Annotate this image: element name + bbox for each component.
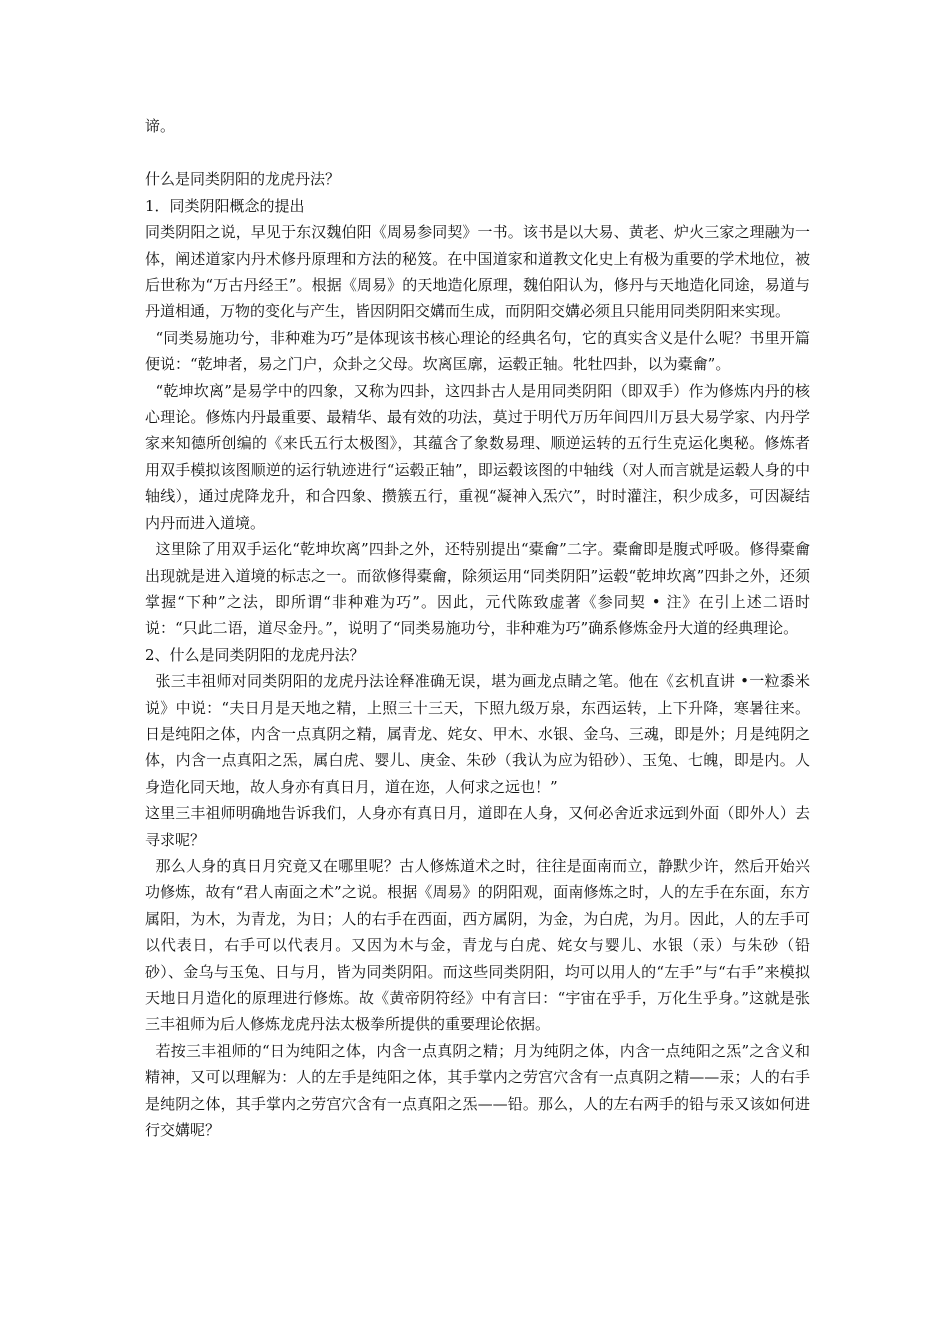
paragraph: 张三丰祖师对同类阴阳的龙虎丹法诠释准确无误，堪为画龙点睛之笔。他在《玄机直讲 •一粒黍米说》中说：“夫日月是天地之精，上照三十三天，下照九级万泉，东西运转，上下升降，寒暑往来。日是纯阳之体，内含一点真阴之精，属青龙、姹女、甲木、水银、金乌、三魂，即是外；月是纯阴之体，内含一点真阳之炁，属白虎、婴儿、庚金、朱砂（我认为应为铅砂）、玉兔、七魄，即是内。人身造化同天地，故人身亦有真日月，道在迩，人何求之远也！” bbox=[145, 672, 810, 796]
paragraph: “乾坤坎离”是易学中的四象，又称为四卦，这四卦古人是用同类阴阳（即双手）作为修炼内丹的核心理论。修炼内丹最重要、最精华、最有效的功法，莫过于明代万历年间四川万县大易学家、内丹学家来知德所创编的《来氏五行太极图》，其蕴含了象数易理、顺逆运转的五行生克运化奥秘。修炼者用双手模拟该图顺逆的运行轨迹进行“运毂正轴”，即运毂该图的中轴线（对人而言就是运毂人身的中轴线），通过虎降龙升，和合四象、攒簇五行，重视“凝神入炁穴”，时时灌注，积少成多，可因凝结内丹而进入道境。 bbox=[145, 381, 810, 532]
document-page bbox=[145, 113, 810, 1143]
paragraph: 那么人身的真日月究竟又在哪里呢？古人修炼道术之时，往往是面南而立，静默少许，然后开始兴功修炼，故有“君人南面之术”之说。根据《周易》的阴阳观，面南修炼之时，人的左手在东面，东方属阳，为木，为青龙，为日；人的右手在西面，西方属阴，为金，为白虎，为月。因此，人的左手可以代表日，右手可以代表月。又因为木与金，青龙与白虎、姹女与婴儿、水银（汞）与朱砂（铅砂）、金乌与玉兔、日与月，皆为同类阴阳。而这些同类阴阳，均可以用人的“左手”与“右手”来模拟天地日月造化的原理进行修炼。故《黄帝阴符经》中有言曰：“宇宙在乎手，万化生乎身。”这就是张三丰祖师为后人修炼龙虎丹法太极拳所提供的重要理论依据。 bbox=[145, 856, 810, 1034]
subsection-heading-2: 2、什么是同类阴阳的龙虎丹法？ bbox=[145, 645, 365, 664]
paragraph: 同类阴阳之说，早见于东汉魏伯阳《周易参同契》一书。该书是以大易、黄老、炉火三家之理融为一体，阐述道家内丹术修丹原理和方法的秘笈。在中国道家和道教文化史上有极为重要的学术地位，被后世称为“万古丹经王”。根据《周易》的天地造化原理，魏伯阳认为，修丹与天地造化同途，易道与丹道相通，万物的变化与产生，皆因阴阳交媾而生成，而阴阳交媾必须且只能用同类阴阳来实现。 bbox=[145, 223, 810, 321]
paragraph: 这里三丰祖师明确地告诉我们，人身亦有真日月，道即在人身，又何必舍近求远到外面（即外人）去寻求呢？ bbox=[145, 804, 810, 849]
subsection-heading-1: 1．同类阴阳概念的提出 bbox=[145, 196, 305, 215]
paragraph: 若按三丰祖师的“日为纯阳之体，内含一点真阴之精；月为纯阴之体，内含一点纯阳之炁”之含义和精神，又可以理解为：人的左手是纯阳之体，其手掌内之劳宫穴含有一点真阴之精——汞；人的右手是纯阴之体，其手掌内之劳宫穴含有一点真阳之炁——铅。那么，人的左右两手的铅与汞又该如何进行交媾呢？ bbox=[145, 1041, 810, 1140]
section-heading: 什么是同类阴阳的龙虎丹法？ bbox=[145, 170, 341, 189]
paragraph: “同类易施功兮，非种难为巧”是体现该书核心理论的经典名句，它的真实含义是什么呢？书里开篇便说：“乾坤者，易之门户，众卦之父母。坎离匡廓，运毂正轴。牝牡四卦，以为橐龠”。 bbox=[145, 328, 810, 374]
text-fragment: 谛。 bbox=[145, 117, 176, 135]
blank-line bbox=[145, 139, 810, 166]
paragraph: 这里除了用双手运化“乾坤坎离”四卦之外，还特别提出“橐龠”二字。橐龠即是腹式呼吸。修得橐龠出现就是进入道境的标志之一。而欲修得橐龠，除须运用“同类阴阳”运毂“乾坤坎离”四卦之外，还须掌握“下种”之法，即所谓“非种难为巧”。因此，元代陈致虚著《参同契 • 注》在引上述二语时说：“只此二语，道尽金丹。”，说明了“同类易施功兮，非种难为巧”确系修炼金丹大道的经典理论。 bbox=[145, 540, 810, 638]
